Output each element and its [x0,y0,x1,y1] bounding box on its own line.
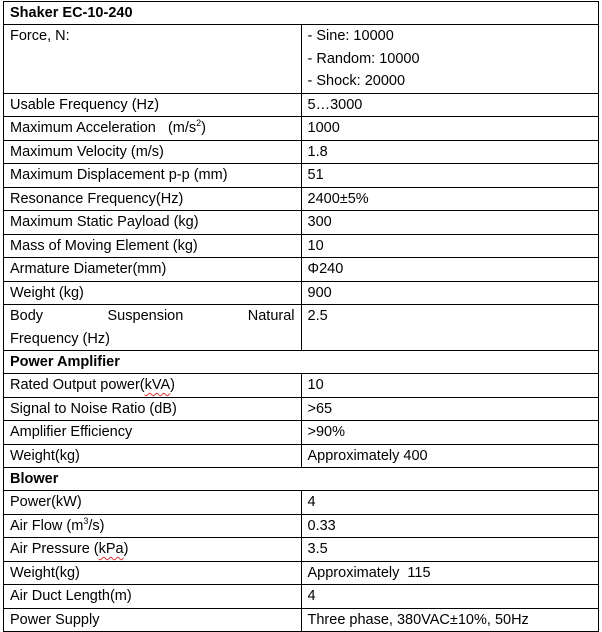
row-value: Three phase, 380VAC±10%, 50Hz [301,608,599,632]
row-label: Maximum Displacement p-p (mm) [4,164,302,188]
row-label: Mass of Moving Element (kg) [4,234,302,258]
table-row-rated-output [4,374,599,398]
force-sine: - Sine: 10000 [307,28,394,44]
table-row-air-pressure [4,538,599,562]
force-random: - Random: 10000 [307,50,420,67]
label-text: Air Pressure ( [10,541,99,557]
row-value: 1000 [301,117,599,141]
row-label: Weight (kg) [4,281,302,305]
row-label: Armature Diameter(mm) [4,258,302,282]
specification-table [3,1,599,632]
table-row-mass-moving-element [4,234,599,258]
row-label [4,305,302,351]
row-label: Power(kW) [4,491,302,515]
row-value: 4 [301,491,599,515]
label-word: Suspension [107,308,184,324]
row-value: Approximately 115 [301,561,599,585]
row-label: Weight(kg) [4,444,302,468]
row-label: Maximum Static Payload (kg) [4,211,302,235]
row-value: 900 [301,281,599,305]
label-text: Maximum Acceleration (m/s [10,120,197,136]
table-row-efficiency [4,421,599,445]
label-superscript: 2 [196,118,202,129]
label-text: Rated Output power( [10,377,145,393]
row-value: 300 [301,211,599,235]
label-line-1 [10,305,301,328]
label-word: Natural [247,308,295,324]
row-value: 2400±5% [301,187,599,211]
section-header-blower [4,468,599,491]
row-value [301,25,599,94]
row-label: Maximum Velocity (m/s) [4,140,302,164]
row-label: Air Duct Length(m) [4,585,302,609]
row-label: Amplifier Efficiency [4,421,302,445]
row-value: 1.8 [301,140,599,164]
table-row-body-suspension [4,305,599,351]
table-row-air-flow [4,514,599,538]
table-row-blower-power [4,491,599,515]
label-text: Air Flow (m [10,517,84,534]
table-row-max-acceleration [4,117,599,141]
table-row-power-supply [4,608,599,632]
row-label: Weight(kg) [4,561,302,585]
row-label: Usable Frequency (Hz) [4,93,302,117]
label-text: ) [201,120,206,136]
table-row-snr [4,397,599,421]
section-title: Shaker EC-10-240 [4,2,599,25]
table-row-blower-weight [4,561,599,585]
row-value: Approximately 400 [301,444,599,468]
row-value: >90% [301,421,599,445]
label-text-squiggle: kPa [98,541,124,557]
row-value: 2.5 [301,305,599,351]
row-label: Signal to Noise Ratio (dB) [4,397,302,421]
label-text: ) [170,377,175,393]
row-label [4,374,302,398]
row-value: 5…3000 [301,93,599,117]
row-value: 4 [301,585,599,609]
table-row-amplifier-weight [4,444,599,468]
label-text-squiggle: kVA [144,377,171,393]
row-label [4,514,302,538]
label-line-2: Frequency (Hz) [10,330,110,347]
row-value: Φ240 [301,258,599,282]
section-header-amplifier [4,351,599,374]
section-title: Blower [4,468,599,491]
table-row-weight [4,281,599,305]
section-title: Power Amplifier [4,351,599,374]
label-superscript: 3 [83,515,89,526]
table-row-air-duct-length [4,585,599,609]
row-label: Power Supply [4,608,302,632]
row-value: 3.5 [301,538,599,562]
row-value: >65 [301,397,599,421]
table-row-max-displacement [4,164,599,188]
table-row-armature-diameter [4,258,599,282]
label-word: Body [10,308,44,324]
table-row-resonance-frequency [4,187,599,211]
row-value: 0.33 [301,514,599,538]
row-label: Resonance Frequency(Hz) [4,187,302,211]
table-row-usable-frequency [4,93,599,117]
force-shock: - Shock: 20000 [307,73,406,89]
section-header-shaker [4,2,599,25]
table-row-max-velocity [4,140,599,164]
row-label: Force, N: [4,25,302,94]
row-label [4,117,302,141]
row-label [4,538,302,562]
label-text: ) [123,541,129,557]
table-row-force [4,25,599,94]
row-value: 10 [301,374,599,398]
table-row-max-static-payload [4,211,599,235]
row-value: 51 [301,164,599,188]
row-value: 10 [301,234,599,258]
label-text: /s) [88,517,105,534]
